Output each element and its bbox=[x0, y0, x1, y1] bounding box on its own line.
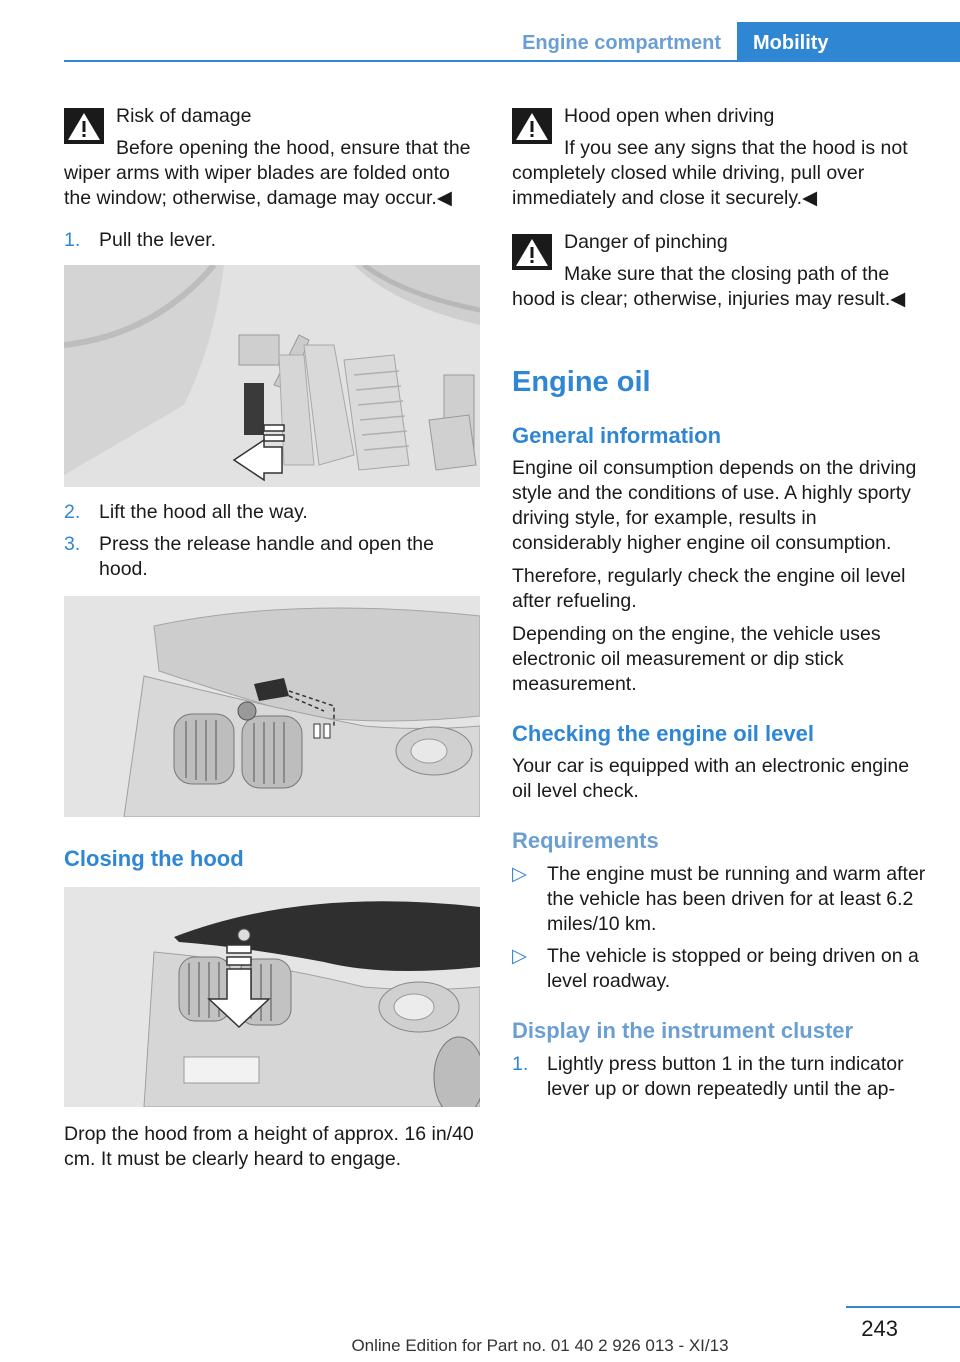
footer-rule bbox=[846, 1306, 960, 1308]
display-instrument-cluster-heading: Display in the instrument cluster bbox=[512, 1018, 854, 1043]
step-number: 3. bbox=[64, 533, 81, 555]
triangle-bullet-icon: ▷ bbox=[512, 945, 527, 967]
step-number: 1. bbox=[64, 229, 81, 251]
warning-text: Before opening the hood, ensure that the wiper arms with wiper blades are folded onto the window; otherwise, damage may occur.◀ bbox=[64, 137, 471, 209]
closing-hood-heading: Closing the hood bbox=[64, 846, 244, 871]
warning-title: Risk of damage bbox=[116, 105, 252, 127]
header-section-title: Engine compartment bbox=[522, 32, 721, 54]
closing-hood-text: Drop the hood from a height of approx. 16 in/40 cm. It must be clearly heard to engage. bbox=[64, 1123, 474, 1170]
figure-hood-release-lever bbox=[64, 265, 480, 487]
step-text: Press the release handle and open the hood. bbox=[99, 533, 434, 580]
general-information-heading: General information bbox=[512, 423, 722, 448]
warning-hood-open-driving bbox=[512, 104, 928, 214]
step-number: 1. bbox=[512, 1053, 529, 1075]
step-number: 2. bbox=[64, 501, 81, 523]
figure-hood-release-handle bbox=[64, 596, 480, 817]
header-rule bbox=[64, 60, 960, 62]
general-info-paragraph-1: Engine oil consumption depends on the driving style and the conditions of use. A highly sporty driving style, for example, results in considerably higher engine oil consumption. bbox=[512, 457, 917, 554]
checking-oil-level-heading: Checking the engine oil level bbox=[512, 721, 814, 746]
requirements-heading: Requirements bbox=[512, 828, 659, 853]
engine-oil-heading: Engine oil bbox=[512, 366, 651, 398]
warning-title: Danger of pinching bbox=[564, 231, 728, 253]
general-info-paragraph-3: Depending on the engine, the vehicle uses electronic oil measurement or dip stick measurement. bbox=[512, 623, 881, 695]
footer-edition: Online Edition for Part no. 01 40 2 926 013 - XI/13 bbox=[351, 1336, 729, 1355]
warning-title: Hood open when driving bbox=[564, 105, 775, 127]
triangle-bullet-icon: ▷ bbox=[512, 863, 527, 885]
requirement-text: The vehicle is stopped or being driven on a level roadway. bbox=[547, 945, 919, 992]
warning-risk-of-damage bbox=[64, 104, 480, 214]
warning-text: Make sure that the closing path of the hood is clear; otherwise, injuries may result.◀ bbox=[512, 263, 906, 310]
checking-oil-level-text: Your car is equipped with an electronic engine oil level check. bbox=[512, 755, 910, 802]
general-info-paragraph-2: Therefore, regularly check the engine oil level after refueling. bbox=[512, 565, 906, 612]
step-text: Pull the lever. bbox=[99, 229, 217, 251]
page-number: 243 bbox=[861, 1316, 898, 1341]
warning-text: If you see any signs that the hood is not completely closed while driving, pull over immediately and close it securely.◀ bbox=[512, 137, 908, 209]
warning-danger-pinching bbox=[512, 230, 928, 310]
figure-closing-hood bbox=[64, 887, 480, 1107]
requirement-text: The engine must be running and warm after the vehicle has been driven for at least 6.2 miles/10 km. bbox=[547, 863, 926, 935]
header-chapter-tab[interactable]: Mobility bbox=[737, 22, 960, 62]
step-text: Lift the hood all the way. bbox=[99, 501, 308, 523]
step-text: Lightly press button 1 in the turn indicator lever up or down repeatedly until the ap- bbox=[547, 1053, 904, 1100]
